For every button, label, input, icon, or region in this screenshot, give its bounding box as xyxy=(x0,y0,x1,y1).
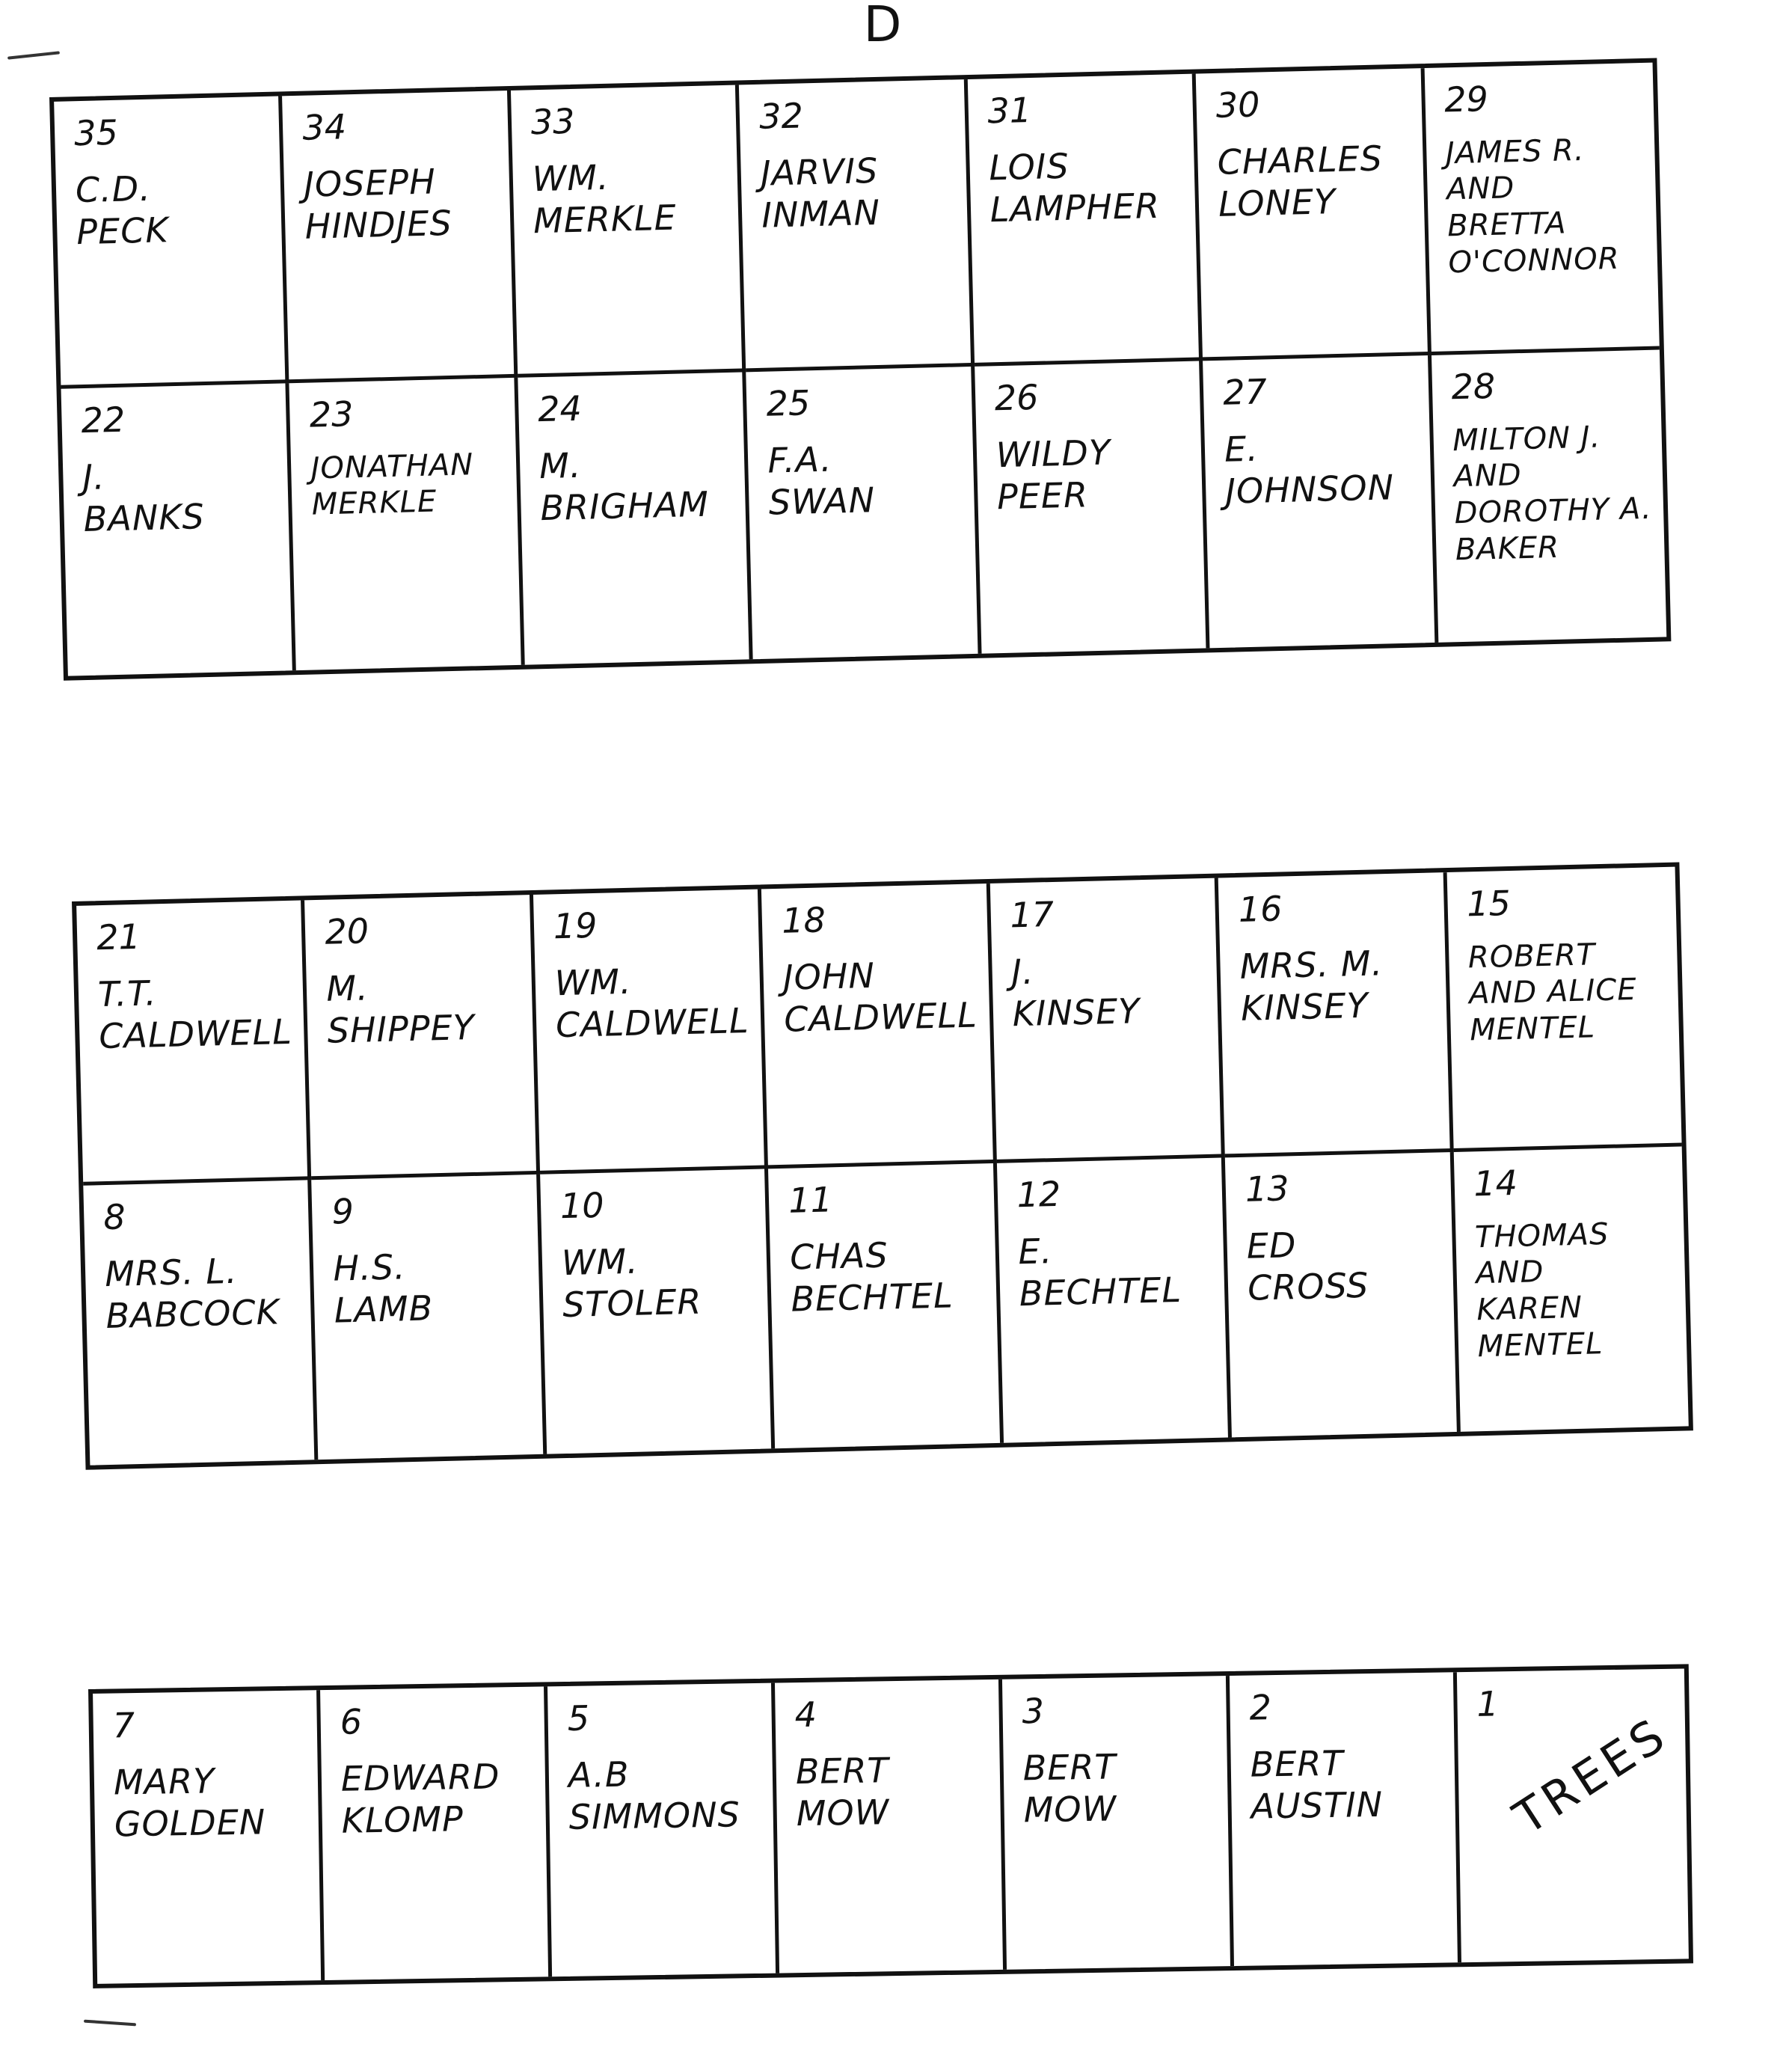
section-letter: D xyxy=(863,0,902,53)
plot-32 xyxy=(739,79,975,372)
plot-35 xyxy=(54,96,289,388)
plot-block-top xyxy=(49,58,1671,680)
plot-5 xyxy=(547,1683,779,1977)
stray-mark-bottom-left xyxy=(84,2020,136,2027)
plot-29 xyxy=(1424,63,1660,355)
plot-10 xyxy=(540,1169,775,1454)
plot-number: 27 xyxy=(1222,371,1268,413)
plot-30 xyxy=(1196,68,1432,361)
plot-17 xyxy=(989,878,1224,1163)
plot-number: 22 xyxy=(80,399,126,441)
plot-number: 24 xyxy=(537,388,583,430)
plot-number: 1 xyxy=(1476,1683,1500,1724)
plot-number: 4 xyxy=(794,1694,817,1736)
plot-number: 26 xyxy=(994,376,1040,419)
plot-block-bottom xyxy=(88,1664,1693,1988)
plot-2 xyxy=(1230,1672,1461,1966)
plot-number: 6 xyxy=(340,1701,363,1742)
plot-owner: E. JOHNSON xyxy=(1224,428,1395,512)
plot-owner: CHARLES LONEY xyxy=(1217,138,1384,224)
plot-number: 15 xyxy=(1466,883,1512,925)
plot-owner: BERT MOW xyxy=(1022,1746,1117,1831)
plot-26 xyxy=(975,361,1210,653)
plot-3 xyxy=(1002,1676,1234,1970)
plot-owner: CHAS BECHTEL xyxy=(789,1234,954,1320)
plot-owner: WM. MERKLE xyxy=(532,156,678,241)
plot-number: 21 xyxy=(96,916,141,958)
plot-21 xyxy=(76,900,311,1185)
stray-mark-top-left xyxy=(7,51,60,59)
plot-number: 7 xyxy=(112,1705,135,1746)
plot-number: 8 xyxy=(102,1196,126,1238)
plot-owner: JOSEPH HINDJES xyxy=(303,161,453,247)
plot-owner: THOMAS AND KAREN MENTEL xyxy=(1474,1216,1610,1365)
plot-number: 33 xyxy=(530,100,576,143)
plot-number: 19 xyxy=(553,904,598,947)
plot-13 xyxy=(1225,1152,1460,1437)
plot-6 xyxy=(320,1686,552,1980)
plot-owner: JOHN CALDWELL xyxy=(782,955,978,1040)
plot-number: 17 xyxy=(1009,893,1055,936)
plot-owner: E. BECHTEL xyxy=(1017,1230,1182,1314)
plot-number: 2 xyxy=(1249,1687,1272,1728)
plot-number: 25 xyxy=(765,382,811,424)
plot-number: 23 xyxy=(309,394,355,435)
plot-owner: MARY GOLDEN xyxy=(113,1760,266,1845)
plot-number: 5 xyxy=(567,1697,590,1739)
plot-27 xyxy=(1203,355,1438,648)
plot-31 xyxy=(967,74,1203,367)
plot-owner: JAMES R. AND BRETTA O'CONNOR xyxy=(1445,132,1621,281)
plot-owner: BERT AUSTIN xyxy=(1250,1742,1384,1827)
plot-9 xyxy=(312,1175,547,1460)
plot-number: 9 xyxy=(331,1190,355,1232)
plot-owner: WM. STOLER xyxy=(561,1240,702,1325)
plot-28 xyxy=(1432,350,1667,643)
plot-owner: M. SHIPPEY xyxy=(325,967,476,1051)
plot-number: 29 xyxy=(1443,79,1489,120)
plot-number: 12 xyxy=(1016,1173,1061,1216)
plot-owner: JONATHAN MERKLE xyxy=(310,447,474,522)
plot-22 xyxy=(61,383,297,676)
plot-owner: TREES xyxy=(1504,1706,1678,1846)
plot-24 xyxy=(518,372,753,664)
plot-7 xyxy=(93,1690,325,1984)
plot-owner: C.D. PECK xyxy=(75,168,170,252)
plot-19 xyxy=(533,889,768,1174)
plot-number: 3 xyxy=(1022,1690,1045,1732)
plot-owner: J. BANKS xyxy=(82,456,206,539)
plot-owner: M. BRIGHAM xyxy=(538,444,710,528)
plot-owner: JARVIS INMAN xyxy=(760,150,881,236)
plot-owner: J. KINSEY xyxy=(1010,951,1141,1035)
plot-1 xyxy=(1457,1668,1689,1962)
plot-owner: MRS. L. BABCOCK xyxy=(104,1250,280,1336)
plot-owner: BERT MOW xyxy=(795,1749,890,1834)
plot-number: 28 xyxy=(1450,365,1496,408)
plot-14 xyxy=(1453,1147,1688,1432)
plot-owner: H.S. LAMB xyxy=(332,1246,434,1331)
plot-owner: LOIS LAMPHER xyxy=(988,145,1161,230)
plot-owner: WM. CALDWELL xyxy=(554,961,750,1045)
plot-8 xyxy=(83,1180,318,1465)
plot-owner: F.A. SWAN xyxy=(767,438,876,523)
plot-owner: WILDY PEER xyxy=(995,432,1111,517)
plot-owner: A.B SIMMONS xyxy=(568,1754,741,1837)
plot-number: 20 xyxy=(324,910,369,952)
plot-12 xyxy=(997,1157,1232,1442)
plot-33 xyxy=(511,85,746,377)
plot-16 xyxy=(1218,872,1453,1157)
plot-number: 31 xyxy=(986,89,1032,132)
plot-number: 30 xyxy=(1215,84,1261,126)
plot-number: 13 xyxy=(1245,1168,1290,1210)
plot-4 xyxy=(775,1679,1007,1973)
plot-23 xyxy=(289,378,525,670)
plot-number: 32 xyxy=(758,95,804,137)
plot-owner: EDWARD KLOMP xyxy=(340,1755,500,1841)
plot-owner: ROBERT AND ALICE MENTEL xyxy=(1467,937,1638,1048)
plot-11 xyxy=(768,1163,1003,1448)
plot-34 xyxy=(282,91,518,383)
plot-20 xyxy=(304,895,539,1180)
plot-number: 10 xyxy=(559,1184,605,1227)
plot-number: 16 xyxy=(1238,888,1283,930)
plot-owner: T.T. CALDWELL xyxy=(97,972,293,1056)
plot-number: 18 xyxy=(781,899,826,941)
plot-number: 34 xyxy=(301,106,347,148)
plot-number: 14 xyxy=(1473,1162,1518,1204)
plot-block-middle xyxy=(72,862,1693,1469)
plot-number: 11 xyxy=(788,1179,833,1221)
plot-25 xyxy=(746,367,982,659)
plot-18 xyxy=(761,884,996,1169)
plot-owner: MRS. M. KINSEY xyxy=(1239,942,1384,1029)
plot-owner: ED CROSS xyxy=(1246,1224,1369,1308)
plot-15 xyxy=(1446,867,1681,1152)
plot-number: 35 xyxy=(73,111,119,154)
plot-owner: MILTON J. AND DOROTHY A. BAKER xyxy=(1452,420,1653,568)
